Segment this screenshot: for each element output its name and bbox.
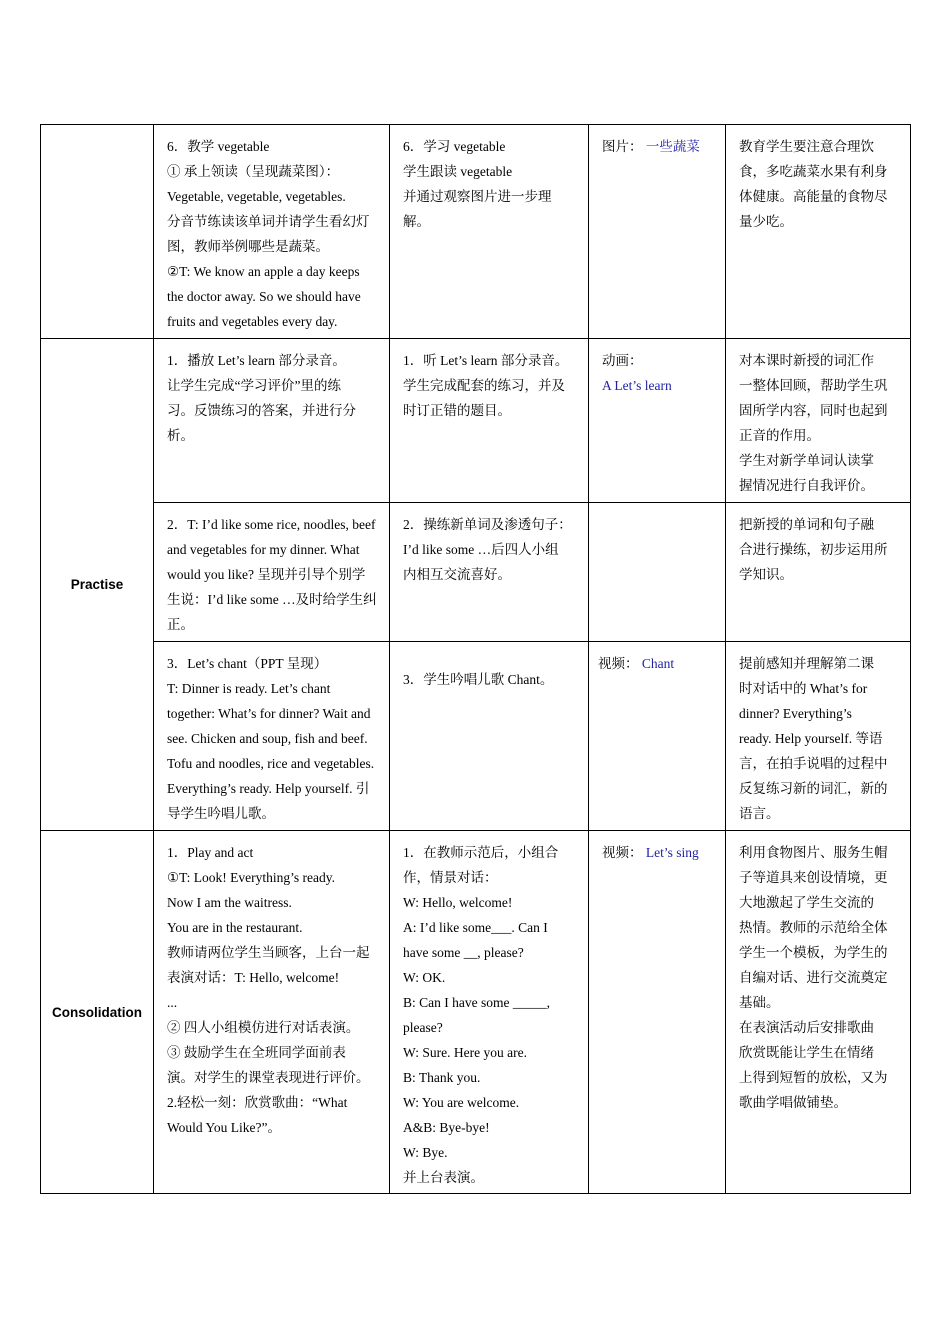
text-line: 子等道具来创设情境，更 bbox=[739, 870, 888, 885]
resource-link[interactable]: Chant bbox=[641, 656, 675, 671]
text-line: ③ 鼓励学生在全班同学面前表 bbox=[167, 1045, 346, 1060]
resource-cell bbox=[589, 503, 726, 642]
text-line: 3．Let’s chant（PPT 呈现） bbox=[167, 656, 328, 671]
text-line: 2．T: I’d like some rice, noodles, beef bbox=[167, 517, 376, 532]
text-line: 对本课时新授的词汇作 bbox=[739, 353, 874, 368]
text-line: please? bbox=[403, 1020, 443, 1035]
text-line: fruits and vegetables every day. bbox=[167, 314, 338, 329]
text-line: 在表演活动后安排歌曲 bbox=[739, 1020, 874, 1035]
text-line: 语言。 bbox=[739, 806, 780, 821]
text-line: 解。 bbox=[403, 214, 430, 229]
text-line: 欣赏既能让学生在情绪 bbox=[739, 1045, 874, 1060]
table-row bbox=[41, 339, 911, 503]
resource-link[interactable]: Let’s sing bbox=[645, 845, 699, 860]
text-line: 3．学生吟唱儿歌 Chant。 bbox=[403, 672, 554, 687]
text-line: 作，情景对话： bbox=[403, 870, 498, 885]
text-line: 2．操练新单词及渗透句子： bbox=[403, 517, 572, 532]
text-line: W: Hello, welcome! bbox=[403, 895, 513, 910]
text-line: 学生完成配套的练习，并及 bbox=[403, 378, 565, 393]
text-line: 一整体回顾，帮助学生巩 bbox=[739, 378, 888, 393]
text-line: 1．在教师示范后，小组合 bbox=[403, 845, 559, 860]
text-line: 图，教师举例哪些是蔬菜。 bbox=[167, 239, 329, 254]
text-line: 时对话中的 What’s for bbox=[739, 681, 868, 696]
text-line: 2.轻松一刻：欣赏歌曲：“What bbox=[167, 1095, 348, 1110]
text-line: 大地激起了学生交流的 bbox=[739, 895, 874, 910]
resource-label: 视频： bbox=[602, 845, 643, 860]
text-line: 食，多吃蔬菜水果有利身 bbox=[739, 164, 888, 179]
resource-label: 视频： bbox=[598, 656, 639, 671]
text-line: 内相互交流喜好。 bbox=[403, 567, 511, 582]
resource-link[interactable]: A Let’s learn bbox=[602, 378, 672, 393]
resource-label: 动画： bbox=[602, 353, 643, 368]
lesson-plan-table bbox=[40, 124, 911, 1194]
text-line: Everything’s ready. Help yourself. 引 bbox=[167, 781, 370, 796]
text-line: 析。 bbox=[167, 428, 194, 443]
table-row bbox=[41, 503, 911, 642]
text-line: 6．教学 vegetable bbox=[167, 139, 270, 154]
purpose-cell bbox=[726, 125, 911, 339]
text-line: 固所学内容，同时也起到 bbox=[739, 403, 888, 418]
text-line: 表演对话：T: Hello, welcome! bbox=[167, 970, 340, 985]
text-line: 提前感知并理解第二课 bbox=[739, 656, 874, 671]
text-line: 正音的作用。 bbox=[739, 428, 820, 443]
text-line: ready. Help yourself. 等语 bbox=[739, 731, 883, 746]
text-line: 学生跟读 vegetable bbox=[403, 164, 513, 179]
text-line: together: What’s for dinner? Wait and bbox=[167, 706, 371, 721]
text-line: ② 四人小组模仿进行对话表演。 bbox=[167, 1020, 360, 1035]
text-line: have some __, please? bbox=[403, 945, 524, 960]
text-line: B: Can I have some _____, bbox=[403, 995, 550, 1010]
text-line: 歌曲学唱做铺垫。 bbox=[739, 1095, 847, 1110]
text-line: W: You are welcome. bbox=[403, 1095, 520, 1110]
text-line: 导学生吟唱儿歌。 bbox=[167, 806, 275, 821]
text-line: ②T: We know an apple a day keeps bbox=[167, 264, 360, 279]
text-line: 学知识。 bbox=[739, 567, 793, 582]
text-line: 自编对话、进行交流奠定 bbox=[739, 970, 888, 985]
student-activity-cell bbox=[390, 831, 589, 1194]
text-line: 体健康。高能量的食物尽 bbox=[739, 189, 888, 204]
text-line: 反复练习新的词汇，新的 bbox=[739, 781, 888, 796]
student-activity-cell bbox=[390, 642, 589, 831]
teacher-activity-cell bbox=[154, 831, 390, 1194]
resource-cell bbox=[589, 642, 726, 831]
text-line: 生说：I’d like some …及时给学生纠 bbox=[167, 592, 377, 607]
text-line: dinner? Everything’s bbox=[739, 706, 852, 721]
text-line: 上得到短暂的放松，又为 bbox=[739, 1070, 888, 1085]
text-line: the doctor away. So we should have bbox=[167, 289, 361, 304]
purpose-cell bbox=[726, 642, 911, 831]
teacher-activity-cell bbox=[154, 642, 390, 831]
stage-cell-practise: Practise bbox=[41, 339, 154, 831]
text-line: 握情况进行自我评价。 bbox=[739, 478, 874, 493]
text-line: You are in the restaurant. bbox=[167, 920, 303, 935]
table-row bbox=[41, 642, 911, 831]
text-line: 学生一个模板，为学生的 bbox=[739, 945, 888, 960]
text-line: 把新授的单词和句子融 bbox=[739, 517, 874, 532]
text-line: Vegetable, vegetable, vegetables. bbox=[167, 189, 346, 204]
teacher-activity-cell bbox=[154, 339, 390, 503]
student-activity-cell bbox=[390, 339, 589, 503]
text-line: 利用食物图片、服务生帽 bbox=[739, 845, 888, 860]
text-line: 正。 bbox=[167, 617, 194, 632]
text-line: W: Bye. bbox=[403, 1145, 448, 1160]
text-line: 教师请两位学生当顾客，上台一起 bbox=[167, 945, 370, 960]
text-line: 量少吃。 bbox=[739, 214, 793, 229]
text-line: see. Chicken and soup, fish and beef. bbox=[167, 731, 368, 746]
text-line: T: Dinner is ready. Let’s chant bbox=[167, 681, 331, 696]
purpose-cell bbox=[726, 503, 911, 642]
text-line: 并上台表演。 bbox=[403, 1170, 484, 1185]
text-line: and vegetables for my dinner. What bbox=[167, 542, 360, 557]
resource-label: 图片： bbox=[602, 139, 643, 154]
text-line: W: OK. bbox=[403, 970, 446, 985]
text-line: 合进行操练，初步运用所 bbox=[739, 542, 888, 557]
text-line: 言，在拍手说唱的过程中 bbox=[739, 756, 888, 771]
text-line: 习。反馈练习的答案，并进行分 bbox=[167, 403, 356, 418]
text-line: 教育学生要注意合理饮 bbox=[739, 139, 874, 154]
table-row bbox=[41, 125, 911, 339]
text-line: Tofu and noodles, rice and vegetables. bbox=[167, 756, 375, 771]
resource-link[interactable]: 一些蔬菜 bbox=[645, 139, 700, 154]
teacher-activity-cell bbox=[154, 125, 390, 339]
text-line: ①T: Look! Everything’s ready. bbox=[167, 870, 336, 885]
text-line: 6．学习 vegetable bbox=[403, 139, 506, 154]
text-line: ① 承上领读（呈现蔬菜图）： bbox=[167, 164, 340, 179]
text-line: 时订正错的题目。 bbox=[403, 403, 511, 418]
student-activity-cell bbox=[390, 125, 589, 339]
text-line: B: Thank you. bbox=[403, 1070, 481, 1085]
purpose-cell bbox=[726, 831, 911, 1194]
text-line: 1．播放 Let’s learn 部分录音。 bbox=[167, 353, 346, 368]
text-line: A&B: Bye-bye! bbox=[403, 1120, 490, 1135]
text-line: 1．听 Let’s learn 部分录音。 bbox=[403, 353, 569, 368]
resource-cell bbox=[589, 339, 726, 503]
text-line: I’d like some …后四人小组 bbox=[403, 542, 559, 557]
text-line: A: I’d like some___. Can I bbox=[403, 920, 548, 935]
text-line: 热情。教师的示范给全体 bbox=[739, 920, 888, 935]
text-line: ... bbox=[167, 995, 178, 1010]
stage-cell-consolidation: Consolidation bbox=[41, 831, 154, 1194]
text-line: would you like? 呈现并引导个别学 bbox=[167, 567, 366, 582]
text-line: 并通过观察图片进一步理 bbox=[403, 189, 552, 204]
text-line: 让学生完成“学习评价”里的练 bbox=[167, 378, 341, 393]
text-line: 基础。 bbox=[739, 995, 780, 1010]
text-line: Would You Like?”。 bbox=[167, 1120, 282, 1135]
teacher-activity-cell bbox=[154, 503, 390, 642]
table-row bbox=[41, 831, 911, 1194]
resource-cell bbox=[589, 831, 726, 1194]
text-line: 学生对新学单词认读掌 bbox=[739, 453, 874, 468]
text-line: Now I am the waitress. bbox=[167, 895, 292, 910]
student-activity-cell bbox=[390, 503, 589, 642]
text-line: W: Sure. Here you are. bbox=[403, 1045, 527, 1060]
stage-cell bbox=[41, 125, 154, 339]
text-line: 1．Play and act bbox=[167, 845, 254, 860]
text-line: 分音节练读该单词并请学生看幻灯 bbox=[167, 214, 370, 229]
text-line: 演。对学生的课堂表现进行评价。 bbox=[167, 1070, 370, 1085]
purpose-cell bbox=[726, 339, 911, 503]
resource-cell bbox=[589, 125, 726, 339]
